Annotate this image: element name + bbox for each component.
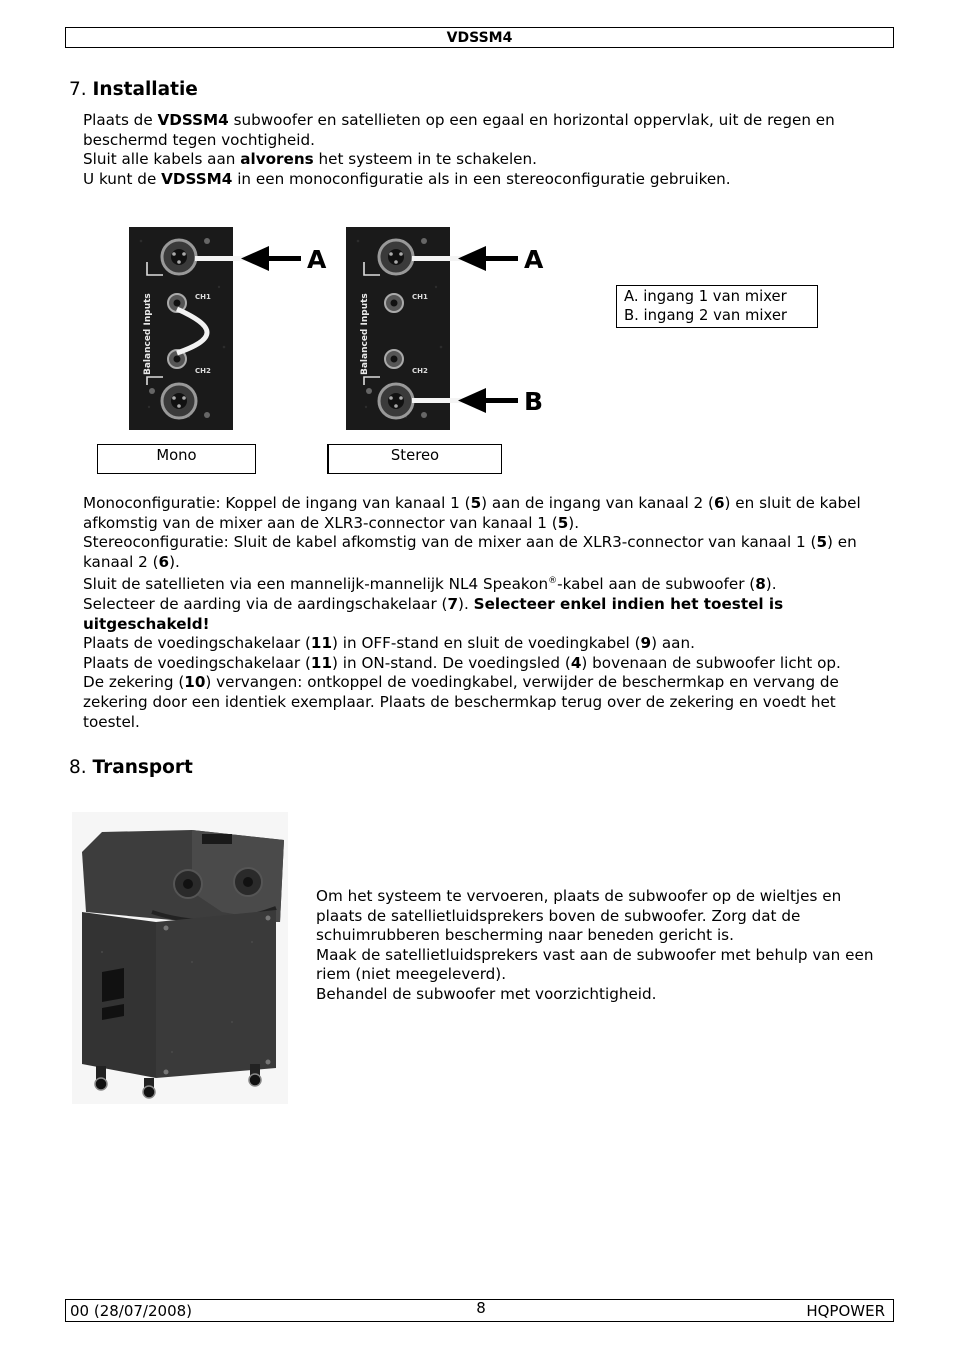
caption-mono: Mono <box>97 444 256 474</box>
body-paragraph: Stereoconfiguratie: Sluit de kabel afkomstig van de mixer aan de XLR3-connector van kanaal 1 (5) en kanaal 2 (6). <box>83 533 857 571</box>
mono-arrow-label-a: A <box>307 245 327 274</box>
mono-panel-figure <box>129 227 339 435</box>
section-7-intro <box>83 111 883 189</box>
legend-item-b: B. ingang 2 van mixer <box>624 307 788 324</box>
bold-run: 11 <box>310 634 333 653</box>
bold-run: Selecteer enkel indien het toestel is uitgeschakeld! <box>83 595 784 633</box>
bold-run: 4 <box>570 653 582 672</box>
body-paragraph: De zekering (10) vervangen: ontkoppel de voedingkabel, verwijder de beschermkap en vervang de zekering door een identiek exemplaar. Plaats de beschermkap terug over de zekering en voedt het toestel. <box>83 673 839 731</box>
stereo-panel-image <box>346 227 556 431</box>
transport-paragraph: Maak de satellietluidsprekers vast aan de subwoofer met behulp van een riem (niet meegeleverd). <box>316 945 874 984</box>
section-8-heading <box>69 757 193 778</box>
bold-run: 6 <box>158 552 170 571</box>
intro-paragraph: U kunt de VDSSM4 in een monoconfiguratie als in een stereoconfiguratie gebruiken. <box>83 169 731 188</box>
section-8-body <box>316 887 886 1005</box>
stereo-ch2-label: CH2 <box>412 367 428 375</box>
bold-run: VDSSM4 <box>157 111 229 129</box>
intro-paragraph: Plaats de VDSSM4 subwoofer en satellieten op een egaal en horizontal oppervlak, uit de regen en beschermd tegen vochtigheid. <box>83 111 835 149</box>
section-8-number: 8. <box>69 757 87 778</box>
header-model: VDSSM4 <box>446 30 513 46</box>
bold-run: 7 <box>447 595 459 614</box>
bold-run: VDSSM4 <box>161 169 233 188</box>
figure-legend <box>616 285 818 328</box>
body-paragraph: Plaats de voedingschakelaar (11) in OFF-stand en sluit de voedingkabel (9) aan. <box>83 634 695 653</box>
stereo-ch1-label: CH1 <box>412 293 428 301</box>
body-paragraph: Selecteer de aarding via de aardingschakelaar (7). Selecteer enkel indien het toestel is uitgeschakeld! <box>83 595 784 633</box>
subwoofer-with-satellites-image <box>72 812 288 1104</box>
body-paragraph: Monoconfiguratie: Koppel de ingang van kanaal 1 (5) aan de ingang van kanaal 2 (6) en sluit de kabel afkomstig van de mixer aan de XLR3-connector van kanaal 1 (5). <box>83 494 861 532</box>
transport-photo <box>72 812 288 1108</box>
bold-run: 8 <box>755 575 766 594</box>
stereo-arrow-label-b: B <box>524 387 544 416</box>
bold-run: 9 <box>640 634 652 653</box>
mono-panel-image <box>129 227 339 431</box>
body-paragraph: Plaats de voedingschakelaar (11) in ON-stand. De voedingsled (4) bovenaan de subwoofer licht op. <box>83 653 841 672</box>
caption-stereo: Stereo <box>327 444 502 474</box>
bold-run: alvorens <box>240 150 314 169</box>
section-7-title: Installatie <box>92 79 198 100</box>
bold-run: 5 <box>470 494 482 512</box>
footer-version: 00 (28/07/2008) <box>70 1302 193 1320</box>
bold-run: 5 <box>557 513 569 532</box>
stereo-panel-figure <box>346 227 556 435</box>
bold-run: 11 <box>310 653 333 672</box>
superscript-run: ® <box>548 576 558 587</box>
legend-item-a: A. ingang 1 van mixer <box>624 288 787 305</box>
stereo-panel-text: Balanced Inputs <box>360 293 370 375</box>
body-paragraph: Sluit de satellieten via een mannelijk-mannelijk NL4 Speakon®-kabel aan de subwoofer (8). <box>83 575 777 594</box>
section-7-body <box>83 494 888 732</box>
bold-run: 6 <box>713 494 725 512</box>
mono-panel-text: Balanced Inputs <box>143 293 153 375</box>
section-7-heading <box>69 79 198 100</box>
section-7-number: 7. <box>69 79 87 100</box>
bold-run: 5 <box>816 533 828 552</box>
page-footer <box>65 1299 894 1322</box>
bold-run: 10 <box>184 673 206 692</box>
section-8-title: Transport <box>92 757 193 778</box>
footer-brand: HQPOWER <box>806 1302 885 1320</box>
transport-paragraph: Behandel de subwoofer met voorzichtigheid. <box>316 984 657 1003</box>
transport-paragraph: Om het systeem te vervoeren, plaats de subwoofer op de wieltjes en plaats de satellietluidsprekers boven de subwoofer. Zorg dat de schuimrubberen bescherming naar beneden gericht is. <box>316 887 842 945</box>
footer-page-number: 8 <box>476 1299 486 1317</box>
stereo-arrow-label-a: A <box>524 245 544 274</box>
mono-ch1-label: CH1 <box>195 293 211 301</box>
mono-ch2-label: CH2 <box>195 367 211 375</box>
intro-paragraph: Sluit alle kabels aan alvorens het systeem in te schakelen. <box>83 150 537 169</box>
page-header <box>65 27 894 48</box>
